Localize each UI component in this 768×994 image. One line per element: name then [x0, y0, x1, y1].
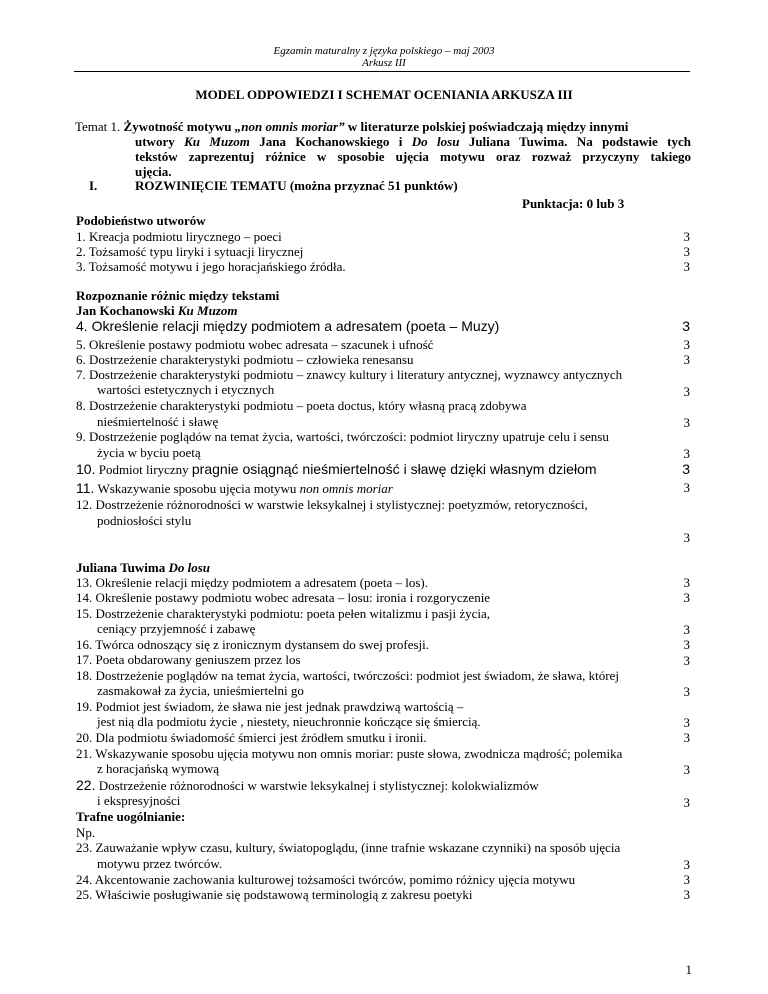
section-title: ROZWINIĘCIE TEMATU (można przyznać 51 punktów)	[135, 178, 458, 193]
points-4: 3	[682, 318, 690, 334]
points-15: 3	[683, 622, 690, 637]
points-2: 3	[683, 244, 690, 259]
topic-line-1: Temat 1. Żywotność motywu „non omnis moriar” w literaturze polskiej poświadczają między innymi	[75, 119, 629, 134]
points-6: 3	[683, 352, 690, 367]
page-number: 1	[685, 962, 692, 977]
list-item-19-cont: jest nią dla podmiotu życie , niestety, nieuchronnie kończące się śmiercią.	[97, 714, 481, 729]
header-exam-line: Egzamin maturalny z języka polskiego – maj 2003	[273, 45, 495, 57]
points-25: 3	[683, 887, 690, 902]
list-item-4: 4. Określenie relacji między podmiotem a adresatem (poeta – Muzy)	[76, 318, 500, 334]
list-item-21: 21. Wskazywanie sposobu ujęcia motywu non omnis moriar: puste słowa, zwodnicza mądrość; polemika	[76, 746, 623, 761]
points-11: 3	[683, 480, 690, 495]
scoring-note: Punktacja: 0 lub 3	[522, 196, 625, 211]
section-number: I.	[89, 178, 98, 193]
list-item-11: 11. Wskazywanie sposobu ujęcia motywu non omnis moriar	[76, 480, 393, 496]
example-label: Np.	[76, 825, 96, 840]
list-item-18: 18. Dostrzeżenie poglądów na temat życia, wartości, twórczości: podmiot jest świadom, że sława, której	[76, 668, 619, 683]
list-item-9: 9. Dostrzeżenie poglądów na temat życia, wartości, twórczości: podmiot liryczny upatruje celu i sensu	[76, 429, 609, 444]
list-item-22: 22. Dostrzeżenie różnorodności w warstwie leksykalnej i stylistycznej: kolokwializmów	[76, 777, 539, 793]
points-10: 3	[682, 461, 690, 477]
list-item-2: 2. Tożsamość typu liryki i sytuacji lirycznej	[76, 244, 304, 259]
points-21: 3	[683, 762, 690, 777]
tuwim-heading: Juliana Tuwima Do losu	[76, 560, 211, 575]
differences-heading: Rozpoznanie różnic między tekstami	[76, 288, 280, 303]
points-18: 3	[683, 684, 690, 699]
topic-line-3: tekstów zaprezentuj różnice w sposobie ujęcia motywu oraz rozważ przyczyny takiego	[135, 149, 691, 164]
list-item-19: 19. Podmiot jest świadom, że sława nie jest jednak prawdziwą wartością –	[76, 699, 464, 714]
list-item-14: 14. Określenie postawy podmiotu wobec adresata – losu: ironia i rozgoryczenie	[76, 590, 491, 605]
list-item-8-cont: nieśmiertelność i sławę	[97, 414, 219, 429]
points-9: 3	[683, 446, 690, 461]
topic-line-4: ujęcia.	[135, 164, 172, 179]
list-item-23-cont: motywu przez twórców.	[97, 856, 223, 871]
list-item-16: 16. Twórca odnoszący się z ironicznym dystansem do swej profesji.	[76, 637, 430, 652]
page-title: MODEL ODPOWIEDZI I SCHEMAT OCENIANIA ARKUSZA III	[195, 87, 573, 102]
list-item-15-cont: ceniący przyjemność i zabawę	[97, 621, 256, 636]
list-item-8: 8. Dostrzeżenie charakterystyki podmiotu – poeta doctus, który własną pracą zdobywa	[76, 398, 527, 413]
list-item-12: 12. Dostrzeżenie różnorodności w warstwie leksykalnej i stylistycznej: poetyzmów, retoryczności,	[76, 497, 588, 512]
points-13: 3	[683, 575, 690, 590]
list-item-3: 3. Tożsamość motywu i jego horacjańskiego źródła.	[76, 259, 346, 274]
points-3: 3	[683, 259, 690, 274]
list-item-22-cont: i ekspresyjności	[97, 793, 181, 808]
header-rule	[74, 71, 690, 72]
points-19: 3	[683, 715, 690, 730]
list-item-9-cont: życia w byciu poetą	[97, 445, 201, 460]
points-16: 3	[683, 637, 690, 652]
list-item-21-cont: z horacjańską wymową	[97, 761, 220, 776]
topic-line-2: utwory Ku Muzom Jana Kochanowskiego i Do losu Juliana Tuwima. Na podstawie tych	[135, 134, 691, 149]
list-item-10: 10. Podmiot liryczny pragnie osiągnąć nieśmiertelność i sławę dzięki własnym dziełom	[76, 461, 597, 477]
list-item-23: 23. Zauważanie wpływ czasu, kultury, światopoglądu, (inne trafnie wskazane czynniki) na sposób ujęcia	[76, 840, 621, 855]
points-20: 3	[683, 730, 690, 745]
list-item-15: 15. Dostrzeżenie charakterystyki podmiotu: poeta pełen witalizmu i pasji życia,	[76, 606, 491, 621]
list-item-12-cont: podniosłości stylu	[97, 513, 192, 528]
points-14: 3	[683, 590, 690, 605]
points-23: 3	[683, 857, 690, 872]
points-1: 3	[683, 229, 690, 244]
list-item-17: 17. Poeta obdarowany geniuszem przez los	[76, 652, 301, 667]
generalization-heading: Trafne uogólnianie:	[76, 809, 186, 824]
list-item-13: 13. Określenie relacji między podmiotem a adresatem (poeta – los).	[76, 575, 428, 590]
list-item-20: 20. Dla podmiotu świadomość śmierci jest źródłem smutku i ironii.	[76, 730, 427, 745]
points-12: 3	[683, 530, 690, 545]
list-item-6: 6. Dostrzeżenie charakterystyki podmiotu – człowieka renesansu	[76, 352, 414, 367]
list-item-25: 25. Właściwie posługiwanie się podstawową terminologią z zakresu poetyki	[76, 887, 473, 902]
list-item-24: 24. Akcentowanie zachowania kulturowej tożsamości twórców, pomimo różnicy ujęcia motywu	[76, 872, 576, 887]
header-sheet-line: Arkusz III	[362, 57, 406, 69]
list-item-1: 1. Kreacja podmiotu lirycznego – poeci	[76, 229, 282, 244]
points-5: 3	[683, 337, 690, 352]
list-item-18-cont: zasmakował za życia, unieśmiertelni go	[97, 683, 304, 698]
points-7: 3	[683, 384, 690, 399]
points-8: 3	[683, 415, 690, 430]
kochanowski-heading: Jan Kochanowski Ku Muzom	[76, 303, 238, 318]
list-item-7-cont: wartości estetycznych i etycznych	[97, 382, 275, 397]
points-22: 3	[683, 795, 690, 810]
points-17: 3	[683, 653, 690, 668]
points-24: 3	[683, 872, 690, 887]
similarities-heading: Podobieństwo utworów	[76, 213, 206, 228]
list-item-5: 5. Określenie postawy podmiotu wobec adresata – szacunek i ufność	[76, 337, 434, 352]
list-item-7: 7. Dostrzeżenie charakterystyki podmiotu – znawcy kultury i literatury antycznej, wyznawcy antycznych	[76, 367, 623, 382]
